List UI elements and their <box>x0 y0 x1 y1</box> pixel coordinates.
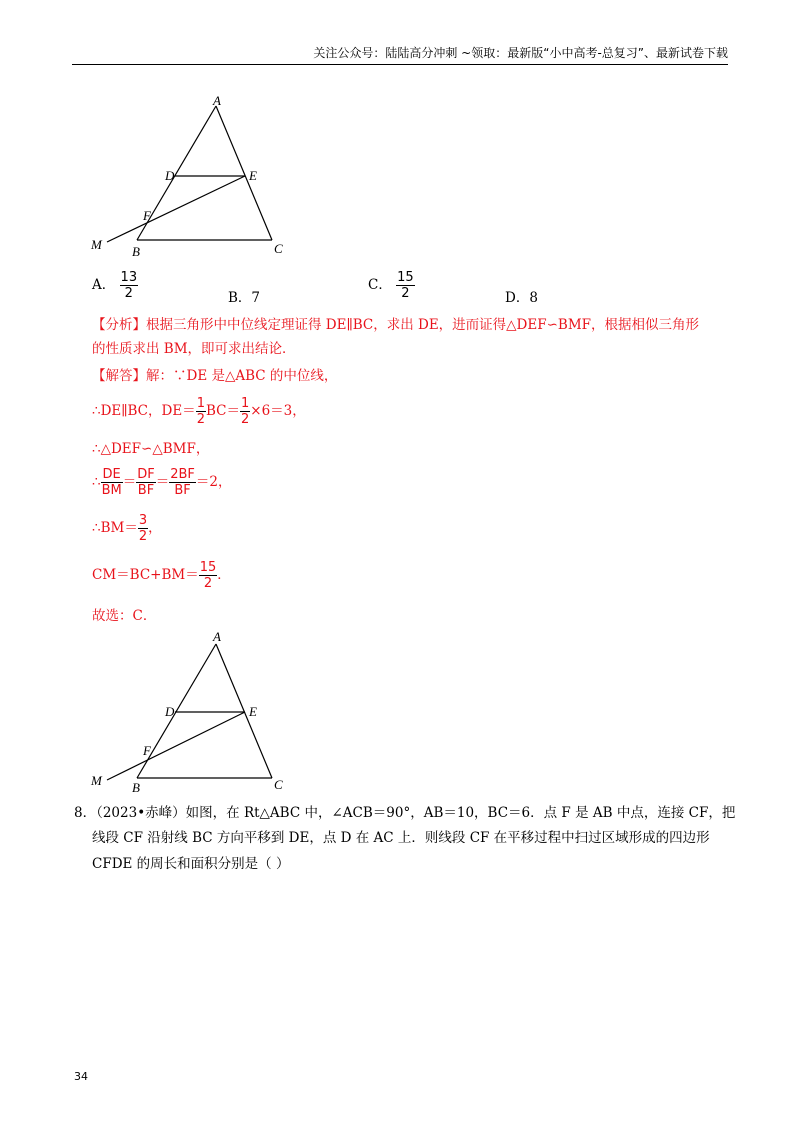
option-a: A． $\frac{13}{2}$ <box>92 270 138 301</box>
label-d-2: D <box>165 704 175 719</box>
fraction-one-half: $\frac{1}{2}$ <box>196 396 205 427</box>
solution-line-5: CM＝BC+BM＝ $\frac{15}{2}$ ． <box>92 560 231 591</box>
analysis-line-2: 的性质求出 BM，即可求出结论． <box>92 341 296 357</box>
label-d: D <box>165 168 175 183</box>
fraction-fifteen-halves: $\frac{15}{2}$ <box>199 560 217 591</box>
label-f: F <box>143 208 151 223</box>
fraction-three-halves: $\frac{3}{2}$ <box>138 513 148 544</box>
label-a: A <box>213 93 221 108</box>
analysis-line-1: 【分析】根据三角形中中位线定理证得 DE∥BC，求出 DE，进而证得△DEF∽BMF，根据相似三角形 <box>92 317 700 333</box>
option-c-fraction: $\frac{15}{2}$ <box>397 270 414 301</box>
triangle-figure-bottom <box>85 628 305 798</box>
fraction-2bf-bf: $\frac{2BF}{BF}$ <box>170 467 195 498</box>
solution-line-1: ∴DE∥BC，DE＝ $\frac{1}{2}$ BC＝ $\frac{1}{2}$ ×6＝3， <box>92 396 306 427</box>
fraction-one-half-2: $\frac{1}{2}$ <box>240 396 250 427</box>
solution-line-4: ∴BM＝ $\frac{3}{2}$ ， <box>92 513 162 544</box>
question-8-line-1: 8．（2023•赤峰）如图，在 Rt△ABC 中，∠ACB＝90°，AB＝10，BC＝6．点 F 是 AB 中点，连接 CF，把 <box>74 805 736 821</box>
page-header: 关注公众号：陆陆高分冲刺 ~领取：最新版“小中高考-总复习”、最新试卷下载 <box>72 44 728 65</box>
label-m: M <box>91 237 102 252</box>
question-8-line-2: 线段 CF 沿射线 BC 方向平移到 DE，点 D 在 AC 上．则线段 CF 在平移过程中扫过区域形成的四边形 <box>92 830 710 846</box>
option-d: D．8 <box>505 290 538 306</box>
label-e: E <box>249 168 257 183</box>
question-8-line-3: CFDE 的周长和面积分别是（ ） <box>92 856 290 872</box>
label-c-2: C <box>274 777 283 792</box>
option-b: B．7 <box>228 290 261 306</box>
label-a-2: A <box>213 629 221 644</box>
triangle-figure-top <box>85 90 305 265</box>
solution-line-3: ∴ $\frac{DE}{BM}$ ＝ $\frac{DF}{BF}$ ＝ $\frac{2BF}{BF}$ ＝2， <box>92 467 232 498</box>
label-b: B <box>132 244 140 259</box>
label-e-2: E <box>249 704 257 719</box>
option-c: C． $\frac{15}{2}$ <box>368 270 414 301</box>
fraction-df-bf: $\frac{DF}{BF}$ <box>137 467 155 498</box>
solution-choice: 故选：C． <box>92 608 157 624</box>
label-c: C <box>274 241 283 256</box>
label-b-2: B <box>132 780 140 795</box>
fraction-de-bm: $\frac{DE}{BM}$ <box>101 467 122 498</box>
option-a-fraction: $\frac{13}{2}$ <box>120 270 138 301</box>
solution-head: 【解答】解：∵DE 是△ABC 的中位线， <box>92 368 338 384</box>
label-f-2: F <box>143 743 151 758</box>
page-number: 34 <box>74 1070 88 1083</box>
label-m-2: M <box>91 773 102 788</box>
solution-line-2: ∴△DEF∽△BMF， <box>92 441 210 457</box>
